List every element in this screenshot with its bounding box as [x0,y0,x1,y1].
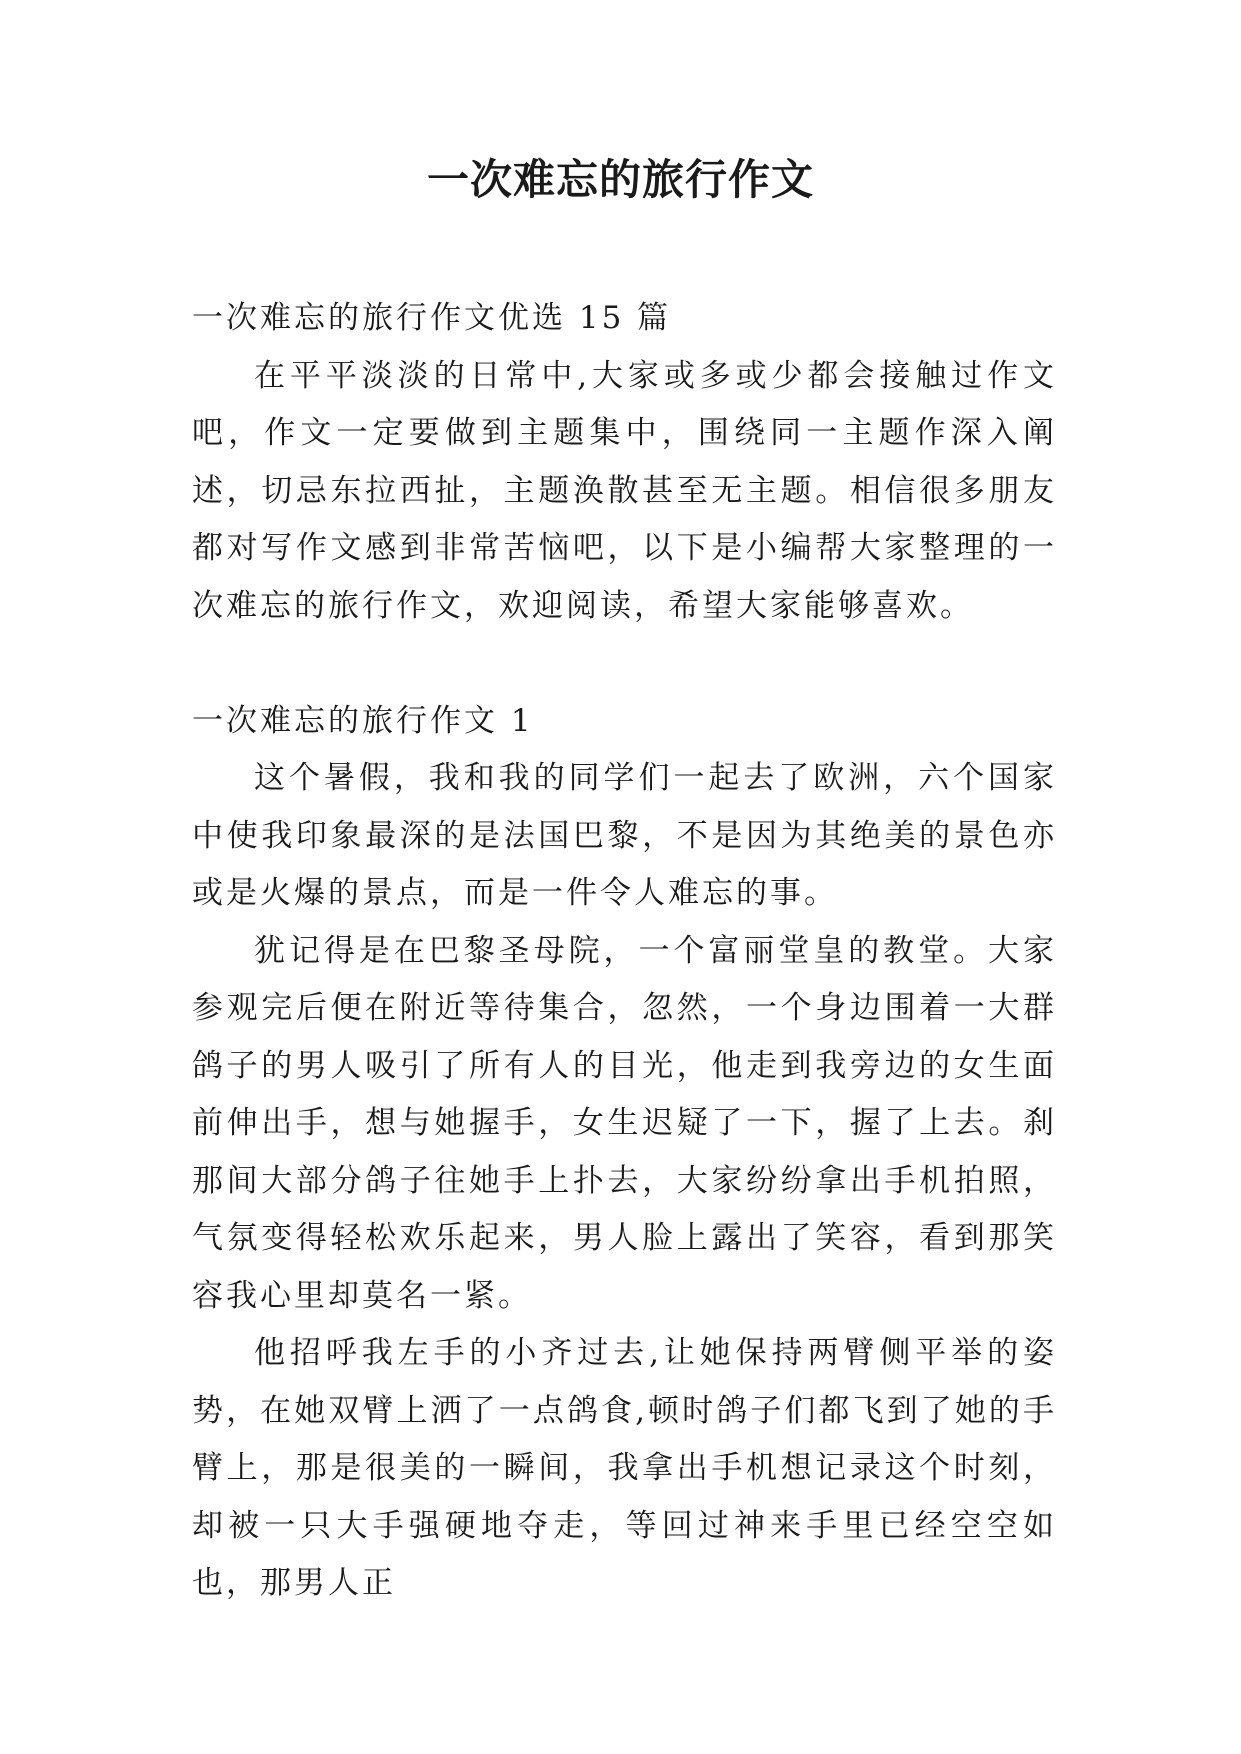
intro-paragraph: 在平平淡淡的日常中,大家或多或少都会接触过作文吧，作文一定要做到主题集中，围绕同一主题作深入阐述，切忌东拉西扯，主题涣散甚至无主题。相信很多朋友都对写作文感到非常苦恼吧，以下是小编帮大家整理的一次难忘的旅行作文，欢迎阅读，希望大家能够喜欢。 [192,357,1057,624]
document-body [192,290,1057,1613]
essay-1-paragraph-2: 犹记得是在巴黎圣母院，一个富丽堂皇的教堂。大家参观完后便在附近等待集合，忽然，一个身边围着一大群鸽子的男人吸引了所有人的目光，他走到我旁边的女生面前伸出手，想与她握手，女生迟疑了一下，握了上去。刹那间大部分鸽子往她手上扑去，大家纷纷拿出手机拍照，气氛变得轻松欢乐起来，男人脸上露出了笑容，看到那笑容我心里却莫名一紧。 [192,932,1057,1314]
section-spacer [192,635,1057,693]
essay-1-paragraph-1: 这个暑假，我和我的同学们一起去了欧洲，六个国家中使我印象最深的是法国巴黎，不是因为其绝美的景色亦或是火爆的景点，而是一件令人难忘的事。 [192,760,1057,911]
essay-1-paragraph-3: 他招呼我左手的小齐过去,让她保持两臂侧平举的姿势，在她双臂上洒了一点鸽食,顿时鸽子们都飞到了她的手臂上，那是很美的一瞬间，我拿出手机想记录这个时刻，却被一只大手强硬地夺走，等回过神来手里已经空空如也，那男人正 [192,1335,1057,1601]
document-title: 一次难忘的旅行作文 [426,155,814,204]
intro-heading: 一次难忘的旅行作文优选 15 篇 [192,300,672,336]
essay-1-heading: 一次难忘的旅行作文 1 [192,702,534,739]
